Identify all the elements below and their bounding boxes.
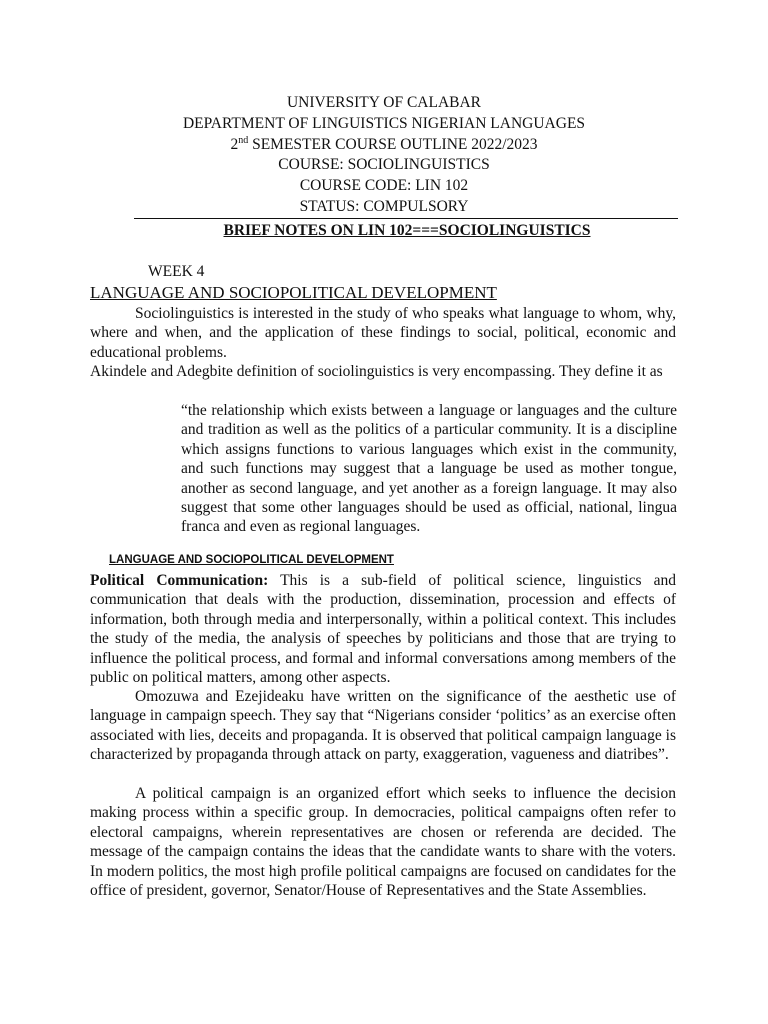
week-label: WEEK 4 <box>148 263 205 280</box>
semester-line <box>0 135 768 156</box>
course-name: COURSE: SOCIOLINGUISTICS <box>278 156 490 174</box>
course-status: STATUS: COMPULSORY <box>299 197 469 215</box>
political-communication-paragraph <box>90 571 676 687</box>
brief-notes-title: BRIEF NOTES ON LIN 102===SOCIOLINGUISTICS <box>223 222 591 239</box>
university-name: UNIVERSITY OF CALABAR <box>286 94 482 111</box>
course-code: COURSE CODE: LIN 102 <box>299 177 469 195</box>
department-name: DEPARTMENT OF LINGUISTICS NIGERIAN LANGUAGES <box>182 114 586 132</box>
definition-intro: Akindele and Adegbite definition of sociolinguistics is very encompassing. They define it as <box>90 363 663 380</box>
semester-rest: SEMESTER COURSE OUTLINE 2022/2023 <box>248 135 538 153</box>
course-header <box>0 93 768 218</box>
omozuwa-paragraph: Omozuwa and Ezejideaku have written on the significance of the aesthetic use of language in campaign speech. They say that “Nigerians consider ‘politics’ as an exercise often associated with lies, deceits and propaganda. It is observed that political campaign language is characterized by propaganda through attack on party, exaggeration, vagueness and diatribes”. <box>90 688 676 764</box>
political-communication-text: This is a sub-field of political science, linguistics and communication that deals with the production, dissemination, procession and effects of information, both through media and interpersonally, within a political context. This includes the study of the media, the analysis of speeches by politicians and those that are trying to influence the political process, and formal and informal conversations among members of the public on political matters, among other aspects. <box>90 572 676 687</box>
semester-suffix: nd <box>238 134 249 146</box>
subsection-heading: LANGUAGE AND SOCIOPOLITICAL DEVELOPMENT <box>109 554 394 566</box>
campaign-paragraph: A political campaign is an organized effort which seeks to influence the decision making process within a specific group. In democracies, political campaigns often refer to electoral campaigns, wherein representatives are chosen or referenda are decided. The message of the campaign contains the ideas that the candidate wants to share with the voters. In modern politics, the most high profile political campaigns are focused on candidates for the office of president, governor, Senator/House of Representatives and the State Assemblies. <box>90 785 676 900</box>
political-communication-term: Political Communication: <box>90 572 269 589</box>
semester-number: 2 <box>230 135 239 153</box>
section-heading: LANGUAGE AND SOCIOPOLITICAL DEVELOPMENT <box>90 283 497 302</box>
definition-quote: “the relationship which exists between a language or languages and the culture and tradition as well as the politics of a particular community. It is a discipline which assigns functions to various languages which exist in the community, and such functions may suggest that a language be used as mother tongue, another as second language, and yet another as a foreign language. It may also suggest that some other languages should be used as official, national, lingua franca and even as regional languages. <box>181 402 677 536</box>
intro-paragraph: Sociolinguistics is interested in the study of who speaks what language to whom, why, where and when, and the application of these findings to social, political, economic and educational problems. <box>90 305 676 361</box>
header-divider <box>134 218 678 219</box>
